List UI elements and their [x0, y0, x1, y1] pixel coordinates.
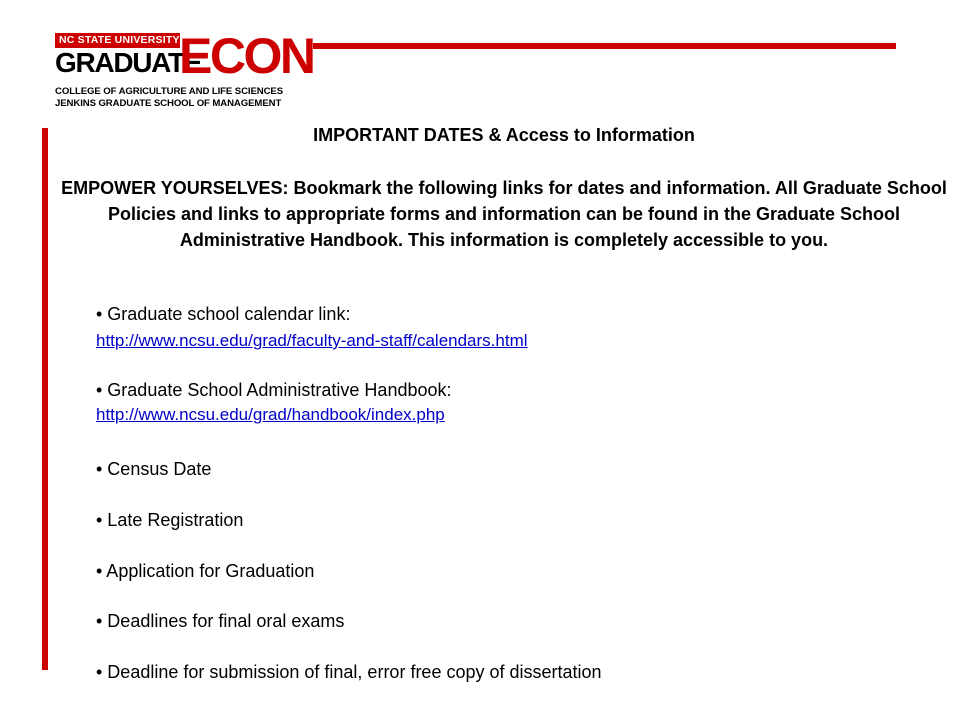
empower-paragraph: EMPOWER YOURSELVES: Bookmark the following links for dates and information. All Graduate School Policies and links to appropriate forms and information can be found in the Graduate School Administrative Handbook. This information is completely accessible to you.: [61, 178, 947, 250]
school-name: JENKINS GRADUATE SCHOOL OF MANAGEMENT: [55, 98, 282, 109]
list-item-oral-exams: • Deadlines for final oral exams: [96, 611, 345, 631]
handbook-link[interactable]: http://www.ncsu.edu/grad/handbook/index.php: [96, 405, 445, 424]
list-item-census-date: • Census Date: [96, 459, 212, 479]
graduate-wordmark: GRADUATE: [55, 47, 202, 78]
calendar-link[interactable]: http://www.ncsu.edu/grad/faculty-and-staff/calendars.html: [96, 331, 528, 350]
nc-state-university-wordmark: NC STATE UNIVERSITY: [55, 33, 180, 48]
top-red-rule: [313, 43, 896, 49]
left-red-rule: [42, 128, 48, 670]
list-item-application-graduation: • Application for Graduation: [96, 561, 315, 581]
list-item-handbook: • Graduate School Administrative Handbook:: [96, 380, 452, 400]
college-name: COLLEGE OF AGRICULTURE AND LIFE SCIENCES: [55, 86, 284, 97]
list-item-dissertation-deadline: • Deadline for submission of final, error free copy of dissertation: [96, 662, 602, 682]
graduate-econ-logo: [55, 28, 314, 113]
econ-wordmark: ECON: [179, 28, 314, 84]
page-title: IMPORTANT DATES & Access to Information: [313, 125, 695, 145]
list-item-calendar: • Graduate school calendar link:: [96, 304, 351, 324]
list-item-late-registration: • Late Registration: [96, 510, 244, 530]
